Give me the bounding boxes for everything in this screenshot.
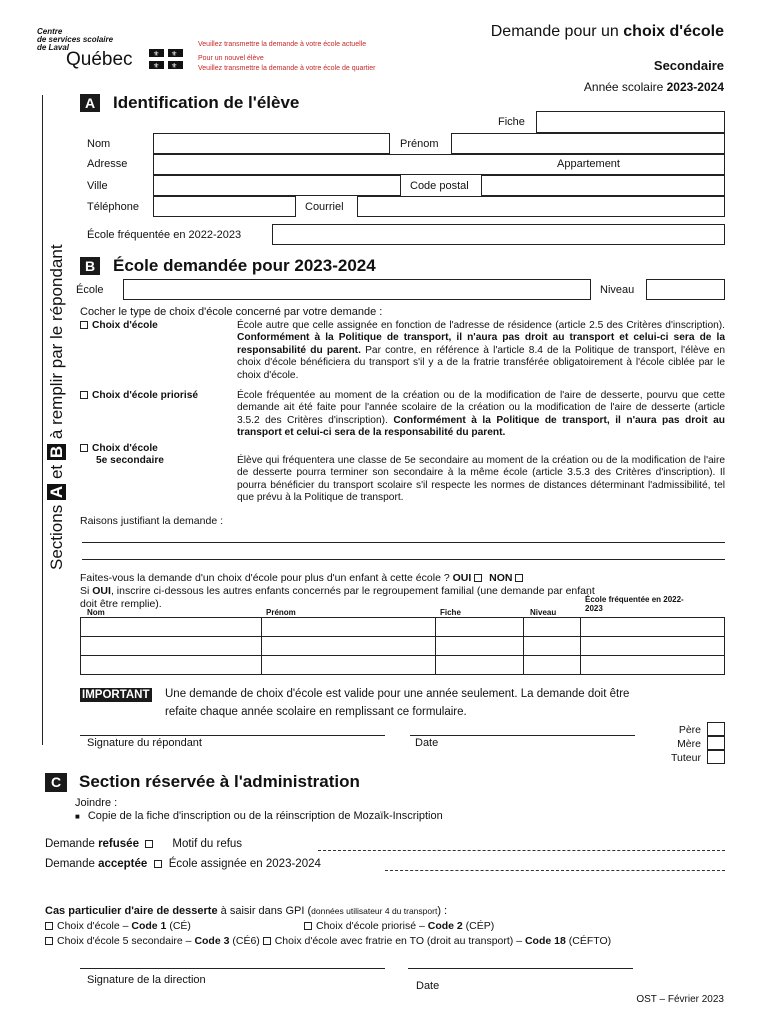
ecole-assignee-line[interactable] (385, 870, 725, 871)
raisons-line-2[interactable] (82, 559, 725, 560)
code-2-c: (CÉP) (462, 920, 495, 932)
table-row (81, 656, 725, 675)
oui-checkbox[interactable] (474, 574, 482, 582)
copie-item (75, 810, 443, 822)
joindre-label: Joindre : (75, 797, 118, 809)
date-repondant-label: Date (415, 737, 439, 749)
code-1-b: Code 1 (131, 920, 167, 932)
code-2-b: Code 2 (427, 920, 463, 932)
code-3-18-options (45, 935, 611, 947)
choix-ecole-label: Choix d'école (92, 320, 158, 331)
code-18-a: Choix d'école avec fratrie en TO (droit au transport) – (274, 935, 525, 947)
side-label-rest: à remplir par le répondant (47, 244, 66, 440)
courriel-field[interactable] (357, 196, 725, 217)
demande-refusee-prefix: Demande (45, 838, 99, 850)
prenom-label: Prénom (400, 138, 439, 150)
signature-repondant-label: Signature du répondant (87, 737, 202, 749)
siblings-col-prenom: Prénom (266, 608, 296, 617)
plusieurs-enfants-question (80, 572, 527, 584)
siblings-cell[interactable] (81, 656, 262, 675)
svg-text:⚜: ⚜ (171, 50, 178, 58)
form-title-prefix: Demande pour un (490, 23, 624, 40)
section-a-title: Identification de l'élève (113, 93, 300, 112)
acceptee-checkbox[interactable] (154, 860, 162, 868)
cocher-instruction: Cocher le type de choix d'école concerné par votre demande : (80, 306, 383, 318)
table-row (81, 637, 725, 656)
code-2-checkbox[interactable] (304, 922, 312, 930)
table-row (81, 618, 725, 637)
code-3-a: Choix d'école 5 secondaire – (57, 935, 195, 947)
choix-ecole-desc-c: Par contre, en référence à l'article 8.4 de la Politique de transport, l'élève en choix d'école bénéficiera du transport s'il y a de la fratrie transférée obligatoirement à l'école ciblée par le choix d'école. (237, 344, 725, 381)
siblings-cell[interactable] (581, 637, 725, 656)
siblings-cell[interactable] (81, 618, 262, 637)
adresse-field[interactable] (153, 154, 725, 175)
siblings-col-ecole: École fréquentée en 2022-2023 (585, 595, 684, 613)
ville-label: Ville (87, 180, 108, 192)
signature-direction-label: Signature de la direction (87, 974, 206, 986)
school-year (584, 80, 724, 94)
non-checkbox[interactable] (515, 574, 523, 582)
niveau-field[interactable] (646, 279, 725, 300)
important-text-1: Une demande de choix d'école est valide pour une année seulement. La demande doit être (165, 688, 630, 700)
demande-acceptee-prefix: Demande (45, 858, 99, 870)
pere-label: Père (678, 724, 701, 736)
important-badge: IMPORTANT (82, 689, 150, 701)
side-label-a: A (47, 485, 66, 499)
code-3-b: Code 3 (194, 935, 230, 947)
demande-refusee (45, 838, 242, 850)
school-year-value: 2023-2024 (666, 80, 724, 94)
side-label-et: et (47, 464, 66, 480)
refusee-label: refusée (98, 838, 139, 850)
siblings-cell[interactable] (524, 637, 581, 656)
cas-end: ) : (437, 905, 448, 917)
logo-org-line1: Centre (37, 27, 63, 36)
siblings-cell[interactable] (81, 637, 262, 656)
motif-line[interactable] (318, 850, 725, 851)
code-postal-label: Code postal (410, 180, 469, 192)
mere-checkbox[interactable] (707, 736, 725, 750)
code-18-b: Code 18 (524, 935, 566, 947)
oui-label: OUI (452, 572, 472, 584)
siblings-cell[interactable] (262, 637, 436, 656)
red-note-1: Veuillez transmettre la demande à votre école actuelle (198, 41, 367, 48)
red-note-3: Veuillez transmettre la demande à votre école de quartier (198, 65, 376, 72)
niveau-label: Niveau (600, 284, 635, 296)
cas-rest: à saisir dans GPI ( (217, 905, 312, 917)
code-2-a: Choix d'école priorisé – (316, 920, 428, 932)
option-choix-priorise[interactable] (80, 390, 198, 401)
choix-5e-label-2: 5e secondaire (96, 455, 164, 467)
adresse-label: Adresse (87, 158, 128, 170)
demande-acceptee (45, 858, 321, 870)
pere-checkbox[interactable] (707, 722, 725, 736)
raisons-label: Raisons justifiant la demande : (80, 515, 223, 527)
telephone-field[interactable] (153, 196, 296, 217)
date-repondant-line[interactable] (410, 735, 635, 736)
cas-small: données utilisateur 4 du transport (311, 906, 438, 916)
si-oui-bold: OUI (92, 585, 111, 597)
choix-priorise-desc-a: École fréquentée au moment de la création ou de la modification de l'aire de desserte, pourvu que cette demande ait été faite pour l'année scolaire de la création ou la modification de l'aire de desserte (article 3.5.2 des Critères d'inscription). (237, 390, 725, 426)
non-label: NON (489, 572, 513, 584)
siblings-cell[interactable] (581, 618, 725, 637)
siblings-cell[interactable] (436, 637, 524, 656)
side-label (47, 244, 73, 570)
option-choix-ecole[interactable] (80, 320, 158, 331)
ville-field[interactable] (153, 175, 401, 196)
ecole-demandee-field[interactable] (123, 279, 591, 300)
choix-5e-description: Élève qui fréquentera une classe de 5e secondaire au moment de la création ou de la modification de l'aire de desserte pourra terminer son secondaire à la même école (article 3.5.3 des Critères d'inscription). Il pourra bénéficier du transport scolaire s'il respecte les normes de distances déterminant l'admissibilité, tel que prévu à la Politique de transport. (237, 455, 725, 504)
code-18-c: (CÉFTO) (565, 935, 612, 947)
school-year-prefix: Année scolaire (583, 80, 667, 94)
code-3-checkbox[interactable] (45, 937, 53, 945)
choix-5e-checkbox[interactable] (80, 444, 88, 452)
fiche-label: Fiche (498, 116, 525, 128)
telephone-label: Téléphone (87, 201, 139, 213)
signature-repondant-line[interactable] (80, 735, 385, 736)
code-postal-field[interactable] (481, 175, 725, 196)
important-text-2: refaite chaque année scolaire en remplissant ce formulaire. (165, 706, 467, 718)
date-direction-label: Date (416, 980, 440, 992)
choix-5e-label-1: Choix d'école (92, 443, 158, 454)
ecole-label: École (76, 284, 104, 296)
side-border (42, 95, 43, 745)
copie-text: Copie de la fiche d'inscription ou de la réinscription de Mozaïk-Inscription (87, 810, 443, 822)
siblings-cell[interactable] (262, 618, 436, 637)
svg-text:⚜: ⚜ (153, 50, 160, 58)
section-c-badge: C (45, 773, 67, 792)
raisons-line-1[interactable] (82, 542, 725, 543)
courriel-label: Courriel (305, 201, 344, 213)
nom-field[interactable] (153, 133, 390, 154)
motif-label: Motif du refus (172, 838, 243, 850)
choix-ecole-desc-b: Conformément à la Politique de transport, il n'aura pas droit au transport et celui-ci sera de la responsabilité du parent. (237, 332, 725, 356)
code-1-checkbox[interactable] (45, 922, 53, 930)
section-b-title: École demandée pour 2023-2024 (113, 256, 376, 275)
logo (37, 27, 187, 75)
cas-particulier (45, 905, 447, 917)
si-oui-line2: doit être remplie). (80, 598, 162, 610)
side-label-sections: Sections (47, 504, 66, 570)
faites-vous-text: Faites-vous la demande d'un choix d'école pour plus d'un enfant à cette école ? (80, 572, 450, 584)
option-choix-5e[interactable] (80, 443, 164, 468)
date-direction-line[interactable] (408, 968, 633, 969)
logo-quebec: Québec (66, 49, 133, 70)
signature-direction-line[interactable] (80, 968, 385, 969)
ecole-assignee-label: École assignée en 2023-2024 (168, 858, 321, 870)
siblings-cell[interactable] (524, 656, 581, 675)
footer-reference: OST – Février 2023 (636, 994, 724, 1005)
section-c-title: Section réservée à l'administration (79, 772, 360, 791)
mere-label: Mère (677, 738, 701, 750)
choix-priorise-checkbox[interactable] (80, 391, 88, 399)
form-title-bold: choix d'école (623, 23, 724, 40)
siblings-col-fiche: Fiche (440, 608, 461, 617)
ecole-frequentee-field[interactable] (272, 224, 725, 245)
siblings-cell[interactable] (436, 618, 524, 637)
si-oui-prefix: Si (80, 585, 93, 597)
acceptee-label: acceptée (98, 858, 148, 870)
si-oui-rest: , inscrire ci-dessous les autres enfants concernés par le regroupement familial (une demande par enfant (110, 585, 595, 597)
code-1-option[interactable] (45, 920, 191, 932)
red-note-2: Pour un nouvel élève (198, 55, 264, 62)
ecole-frequentee-label: École fréquentée en 2022-2023 (87, 229, 242, 241)
logo-org-line2: de services scolaire (37, 35, 114, 44)
choix-priorise-description (237, 390, 725, 440)
logo-org-line3: de Laval (37, 43, 70, 52)
code-18-checkbox[interactable] (263, 937, 271, 945)
fleur-de-lys-flag-icon (149, 49, 183, 69)
bullet-icon: ■ (75, 812, 80, 821)
choix-priorise-label: Choix d'école priorisé (92, 390, 199, 401)
siblings-cell[interactable] (524, 618, 581, 637)
side-label-b: B (47, 445, 66, 459)
siblings-cell[interactable] (262, 656, 436, 675)
section-b-badge: B (80, 257, 100, 275)
choix-ecole-checkbox[interactable] (80, 321, 88, 329)
siblings-col-nom: Nom (87, 608, 105, 617)
siblings-cell[interactable] (581, 656, 725, 675)
nom-label: Nom (87, 138, 111, 150)
svg-text:⚜: ⚜ (153, 62, 160, 69)
code-3-c: (CÉ6) (229, 935, 260, 947)
refusee-checkbox[interactable] (145, 840, 153, 848)
siblings-col-niveau: Niveau (530, 608, 557, 617)
si-oui-text (80, 585, 595, 597)
tuteur-checkbox[interactable] (707, 750, 725, 764)
appartement-label: Appartement (557, 158, 620, 170)
siblings-table (80, 617, 725, 675)
siblings-cell[interactable] (436, 656, 524, 675)
form-subtitle: Secondaire (653, 58, 724, 73)
code-1-a: Choix d'école – (57, 920, 132, 932)
code-1-c: (CÉ) (166, 920, 191, 932)
choix-ecole-desc-a: École autre que celle assignée en fonction de l'adresse de résidence (article 2.5 des Critères d'inscription). (237, 320, 725, 331)
section-a-badge: A (80, 94, 100, 112)
choix-ecole-description (237, 320, 725, 382)
form-title (491, 23, 724, 41)
cas-bold: Cas particulier d'aire de desserte (45, 905, 218, 917)
choix-priorise-desc-b: Conformément à la Politique de transport, il n'aura pas droit au transport et celui-ci sera de la responsabilité du parent. (237, 414, 725, 439)
svg-text:⚜: ⚜ (171, 62, 178, 69)
code-2-option[interactable] (304, 920, 494, 932)
fiche-field[interactable] (536, 111, 725, 133)
prenom-field[interactable] (451, 133, 725, 154)
tuteur-label: Tuteur (671, 752, 701, 764)
